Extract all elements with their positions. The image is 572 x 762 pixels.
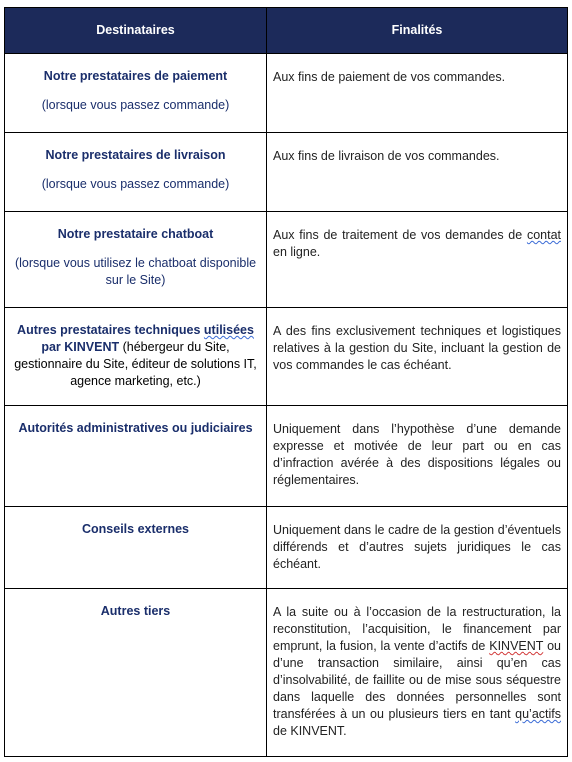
- fin-cell: [267, 212, 568, 308]
- dest-cell: [5, 54, 267, 133]
- recipients-table: [4, 7, 568, 757]
- fin-cell: [267, 589, 568, 757]
- dest-description: (hébergeur du Site, gestionnaire du Site, éditeur de solutions IT, agence marketing, etc.): [14, 340, 257, 388]
- dest-cell: [5, 308, 267, 406]
- dest-subtitle: (lorsque vous passez commande): [41, 177, 230, 191]
- fin-text: ou d’une transaction similaire, ainsi qu’en cas d’insolvabilité, de faillite ou de mise sous séquestre dans laquelle des données personnelles sont transférées à un ou plusieurs tiers en tant: [273, 639, 561, 721]
- header-destinataires: Destinataires: [5, 8, 267, 54]
- fin-text: A la suite ou à l’occasion de la restructuration, la reconstitution, l’acquisition, le financement par emprunt, la fusion, la vente d’actifs de: [273, 605, 561, 653]
- table-row: [5, 406, 568, 507]
- dest-title: Conseils externes: [82, 522, 189, 536]
- table-row: [5, 133, 568, 212]
- dest-title: Notre prestataires de livraison: [45, 148, 226, 162]
- table-row: [5, 308, 568, 406]
- table-row: [5, 54, 568, 133]
- dest-cell: [5, 589, 267, 757]
- fin-text: en ligne.: [273, 245, 321, 259]
- fin-text: de KINVENT.: [273, 724, 347, 738]
- fin-cell: Aux fins de livraison de vos commandes.: [267, 133, 568, 212]
- fin-text-flagged: contat: [526, 228, 561, 242]
- dest-title-flagged: utilisées: [203, 323, 254, 337]
- fin-text-flagged: qu’actifs: [515, 707, 561, 721]
- dest-title: Autres tiers: [100, 604, 171, 618]
- dest-subtitle: (lorsque vous utilisez le chatboat disponible sur le Site): [14, 256, 257, 287]
- table-row: [5, 212, 568, 308]
- table-row: [5, 507, 568, 589]
- fin-text-flagged: KINVENT: [489, 639, 544, 653]
- fin-text: Aux fins de traitement de vos demandes de: [273, 228, 527, 242]
- dest-cell: [5, 212, 267, 308]
- dest-title-part: Autres prestataires techniques: [17, 323, 204, 337]
- dest-subtitle: (lorsque vous passez commande): [41, 98, 230, 112]
- dest-title: Notre prestataires de paiement: [43, 69, 228, 83]
- fin-cell: Aux fins de paiement de vos commandes.: [267, 54, 568, 133]
- fin-cell: Uniquement dans l’hypothèse d’une demande expresse et motivée de leur part ou en cas d’infraction avérée à des dispositions légales ou réglementaires.: [267, 406, 568, 507]
- table-header-row: [5, 8, 568, 54]
- dest-title: Autorités administratives ou judiciaires: [18, 421, 253, 435]
- dest-cell: [5, 507, 267, 589]
- dest-title-part: par KINVENT: [41, 340, 120, 354]
- dest-title: Notre prestataire chatboat: [57, 227, 214, 241]
- dest-cell: [5, 406, 267, 507]
- fin-cell: A des fins exclusivement techniques et logistiques relatives à la gestion du Site, incluant la gestion de vos commandes le cas échéant.: [267, 308, 568, 406]
- dest-cell: [5, 133, 267, 212]
- fin-cell: Uniquement dans le cadre de la gestion d’éventuels différends et d’autres sujets juridiques le cas échéant.: [267, 507, 568, 589]
- table-row: [5, 589, 568, 757]
- header-finalites: Finalités: [267, 8, 568, 54]
